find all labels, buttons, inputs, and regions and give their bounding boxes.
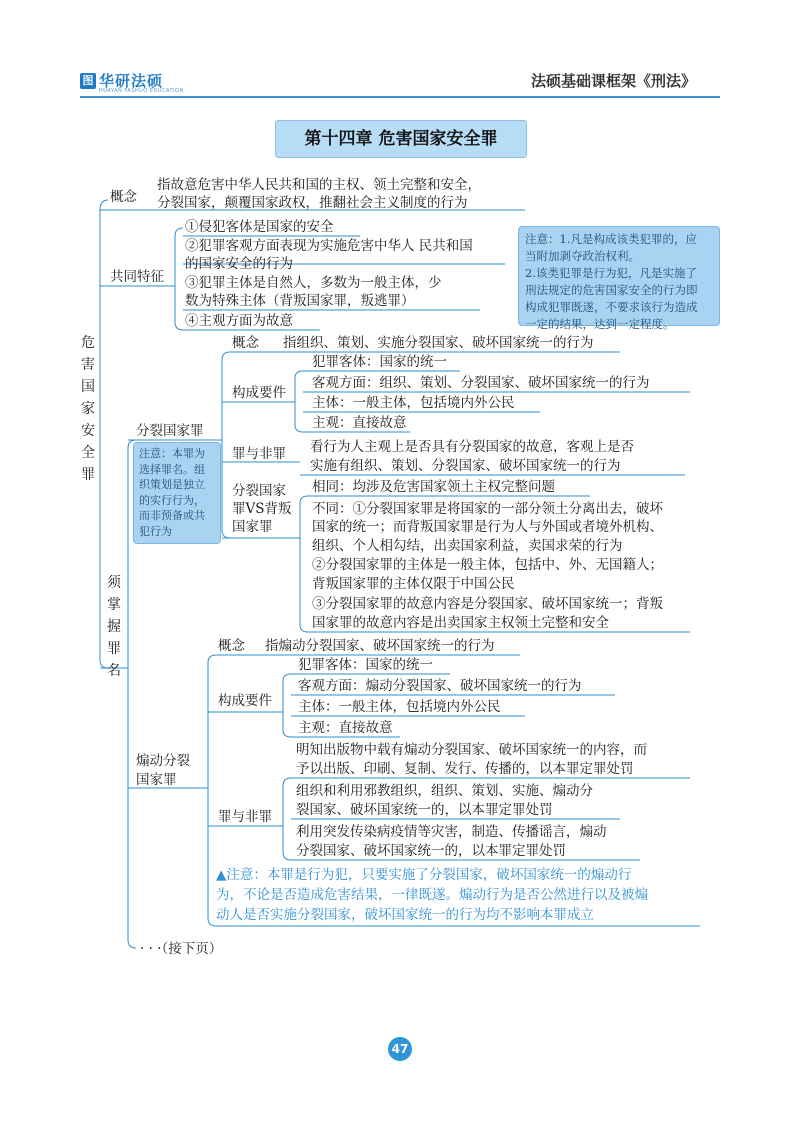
- root-char: 罪: [81, 467, 95, 483]
- crime2-element: 主观：直接故意: [298, 720, 393, 736]
- crime1-vs-diff-line: 背叛国家罪的主体仅限于中国公民: [312, 576, 515, 592]
- note-line: 一定的结果，达到一定程度。: [525, 317, 675, 331]
- note-line: 当附加剥夺政治权利。: [525, 249, 640, 263]
- crime1-vs-diff-line: ②分裂国家罪的主体是一般主体，包括中、外、无国籍人；: [312, 557, 663, 573]
- crime1-vs-diff-line: 不同：①分裂国家罪是将国家的一部分领土分离出去，破坏: [312, 501, 663, 517]
- crime2-element: 客观方面：煽动分裂国家、破坏国家统一的行为: [298, 678, 582, 694]
- common-feature-item: 数为特殊主体（背叛国家罪，叛逃罪）: [185, 293, 415, 309]
- crime1-vs-diff-line: 组织、个人相勾结，出卖国家利益，卖国求荣的行为: [312, 538, 623, 554]
- page-number: 47: [388, 1037, 412, 1061]
- crime2-note-line: ▲注意：本罪是行为犯，只要实施了分裂国家，破坏国家统一的煽动行: [216, 867, 632, 883]
- must-know-char: 名: [107, 663, 121, 679]
- logo-text: 华研法硕: [99, 72, 164, 90]
- root-char: 害: [81, 357, 95, 373]
- concept-label: 概念: [110, 189, 137, 205]
- crime2-element: 犯罪客体：国家的统一: [298, 657, 433, 673]
- must-know-char: 须: [107, 575, 121, 591]
- common-feature-item: 的国家安全的行为: [185, 256, 293, 272]
- crime1-vs-diff-line: 国家罪的故意内容是出卖国家主权领土完整和安全: [312, 615, 609, 631]
- must-know-char: 罪: [107, 641, 121, 657]
- root-char: 国: [81, 379, 95, 395]
- note-line: 刑法规定的危害国家安全的行为即: [525, 283, 698, 297]
- common-note: [518, 226, 720, 331]
- crime2-label-line: 国家罪: [136, 772, 177, 788]
- crime2-distinction-line: 利用突发传染病疫情等灾害，制造、传播谣言，煽动: [296, 824, 607, 840]
- root-char: 全: [81, 445, 95, 461]
- note-line: 构成犯罪既遂，不要求该行为造成: [525, 300, 698, 314]
- crime1-element: 主体：一般主体，包括境内外公民: [312, 395, 515, 411]
- crime1-note: [133, 442, 221, 544]
- crime1-vs-same: 相同：均涉及危害国家领土主权完整问题: [312, 479, 555, 495]
- crime1-elements-label: 构成要件: [232, 385, 286, 401]
- crime1-concept-text: 指组织、策划、实施分裂国家、破坏国家统一的行为: [283, 335, 594, 351]
- header-title: 法硕基础课框架《刑法》: [530, 72, 696, 90]
- note-line: 注意：本罪为: [139, 447, 205, 460]
- crime2-distinction-label: 罪与非罪: [218, 809, 272, 825]
- concept-text-line: 分裂国家，颠覆国家政权，推翻社会主义制度的行为: [157, 195, 468, 211]
- must-know-char: 握: [107, 619, 121, 635]
- crime2-note-line: 为，不论是否造成危害结果，一律既遂。煽动行为是否公然进行以及被煽: [216, 887, 648, 903]
- crime2-element: 主体：一般主体，包括境内外公民: [298, 699, 501, 715]
- crime1-vs-diff-line: 国家的统一；而背叛国家罪是行为人与外国或者境外机构、: [312, 519, 663, 535]
- crime2-elements-label: 构成要件: [218, 693, 272, 709]
- crime2-label: [136, 752, 190, 790]
- crime1-vs-diff-line: ③分裂国家罪的故意内容是分裂国家、破坏国家统一；背叛: [312, 596, 663, 612]
- crime2-distinction-line: 裂国家、破坏国家统一的，以本罪定罪处罚: [296, 802, 553, 818]
- concept-text-line: 指故意危害中华人民共和国的主权、领土完整和安全，: [157, 177, 481, 193]
- must-know-char: 掌: [107, 597, 121, 613]
- crime1-label: 分裂国家罪: [136, 423, 204, 439]
- root-char: 危: [81, 335, 95, 351]
- crime1-element: 客观方面：组织、策划、分裂国家、破坏国家统一的行为: [312, 375, 650, 391]
- note-line: 犯行为: [139, 524, 172, 538]
- crime2-distinction-line: 予以出版、印刷、复制、发行、传播的，以本罪定罪处罚: [296, 761, 634, 777]
- note-line: 选择罪名。组: [139, 462, 205, 476]
- crime2-distinction-line: 组织和利用邪教组织，组织、策划、实施、煽动分: [296, 783, 593, 799]
- logo-icon: 图: [80, 73, 96, 89]
- common-features-label: 共同特征: [110, 269, 164, 285]
- crime1-distinction-line: 实施有组织、策划、分裂国家、破坏国家统一的行为: [310, 458, 621, 474]
- note-line: 2.该类犯罪是行为犯，凡是实施了: [525, 266, 697, 280]
- crime2-note-line: 动人是否实施分裂国家，破坏国家统一的行为均不影响本罪成立: [216, 907, 594, 923]
- crime2-concept-label: 概念: [218, 638, 245, 654]
- crime1-distinction-label: 罪与非罪: [232, 446, 286, 462]
- logo-subtitle: HUAYAN FASHUO EDUCATION: [99, 88, 184, 94]
- note-line: 注意：1.凡是构成该类犯罪的，应: [525, 232, 697, 246]
- crime2-distinction-line: 明知出版物中载有煽动分裂国家、破坏国家统一的内容，而: [296, 742, 647, 758]
- crime1-vs-label: [232, 482, 292, 536]
- note-line: 而非预备或共: [139, 509, 205, 522]
- common-feature-item: ①侵犯客体是国家的安全: [185, 219, 334, 235]
- crime1-element: 犯罪客体：国家的统一: [312, 354, 447, 370]
- root-char: 家: [81, 401, 95, 417]
- note-line: 织策划是独立: [139, 478, 205, 491]
- crime2-distinction-line: 分裂国家、破坏国家统一的，以本罪定罪处罚: [296, 843, 566, 859]
- vs-label-line: 罪VS背叛: [232, 501, 292, 517]
- crime2-label-line: 煽动分裂: [136, 753, 190, 769]
- crime1-distinction-line: 看行为人主观上是否具有分裂国家的故意，客观上是否: [310, 439, 634, 455]
- note-line: 的实行行为，: [139, 493, 205, 507]
- crime1-element: 主观：直接故意: [312, 415, 407, 431]
- crime2-concept-text: 指煽动分裂国家、破坏国家统一的行为: [265, 638, 495, 654]
- root-char: 安: [81, 423, 95, 439]
- common-feature-item: ④主观方面为故意: [185, 313, 293, 329]
- vs-label-line: 国家罪: [232, 519, 273, 535]
- chapter-title: 第十四章 危害国家安全罪: [275, 120, 527, 158]
- continue-next-page: · · ·（接下页）: [140, 941, 223, 957]
- vs-label-line: 分裂国家: [232, 483, 286, 499]
- common-feature-item: ②犯罪客观方面表现为实施危害中华人 民共和国: [185, 238, 473, 254]
- common-feature-item: ③犯罪主体是自然人，多数为一般主体，少: [185, 275, 442, 291]
- crime1-concept-label: 概念: [232, 335, 259, 351]
